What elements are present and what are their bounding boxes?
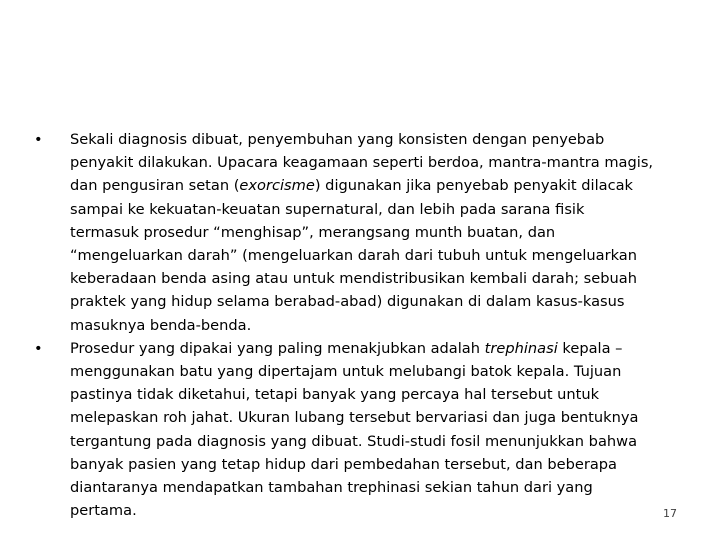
bullet-text-emphasis: exorcisme: [239, 177, 315, 195]
page-number: 17: [663, 507, 677, 520]
bullet-text-part: Prosedur yang dipakai yang paling menakjubkan adalah: [70, 339, 485, 357]
bullet-list: [34, 128, 654, 522]
bullet-item-treatment: [34, 128, 654, 337]
bullet-text-part: kepala – menggunakan batu yang dipertajam untuk melubangi batok kepala. Tujuan pastinya tidak diketahui, tetapi banyak yang percaya hal tersebut untuk melepaskan roh jahat. Ukuran lubang tersebut bervariasi dan juga bentuknya tergantung pada diagnosis yang dibuat. Studi-studi fosil menunjukkan bahwa banyak pasien yang tetap hidup dari pembedahan tersebut, dan beberapa diantaranya mendapatkan tambahan trephinasi sekian tahun dari yang pertama.: [70, 339, 639, 520]
bullet-text-emphasis: trephinasi: [484, 339, 558, 357]
bullet-icon: [34, 337, 44, 360]
bullet-text-part: Sekali diagnosis dibuat, penyembuhan yang konsisten dengan penyebab penyakit dilakukan. Upacara keagamaan seperti berdoa, mantra-mantra magis, dan pengusiran setan (: [70, 131, 654, 195]
bullet-icon: [34, 128, 44, 151]
bullet-item-trephination: [34, 337, 654, 523]
bullet-text-part: ) digunakan jika penyebab penyakit dilacak sampai ke kekuatan-keuatan supernatural, dan lebih pada sarana fisik termasuk prosedur “menghisap”, merangsang munth buatan, dan “mengeluarkan darah” (mengeluarkan darah dari tubuh untuk mengeluarkan keberadaan benda asing atau untuk mendistribusikan kembali darah; sebuah praktek yang hidup selama berabad-abad) digunakan di dalam kasus-kasus masuknya benda-benda.: [70, 177, 637, 334]
